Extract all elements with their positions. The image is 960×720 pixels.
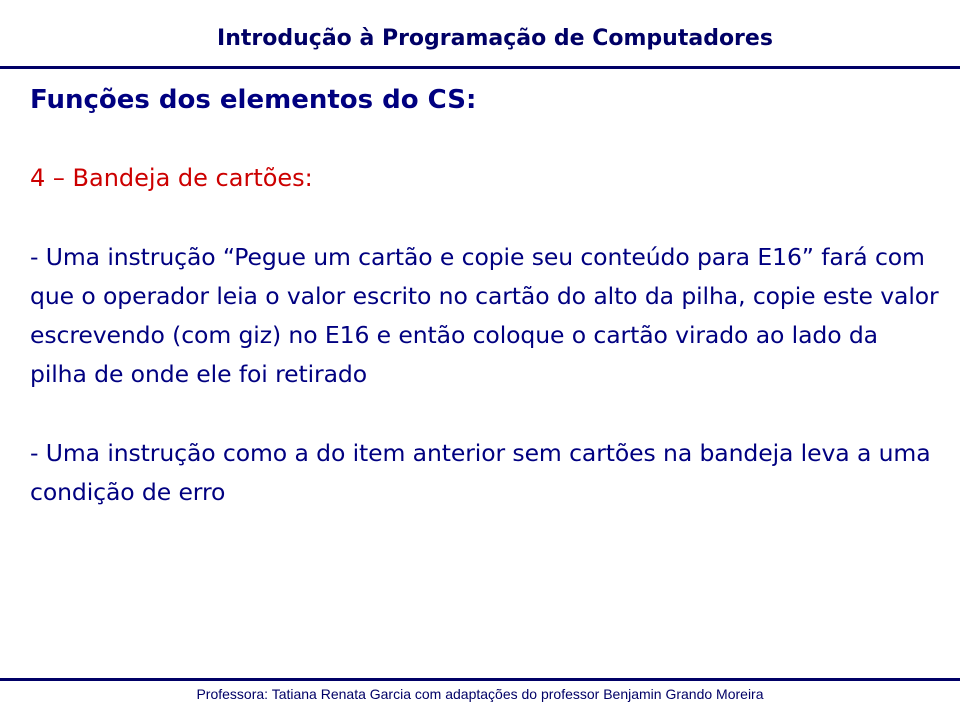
header-divider [0, 66, 960, 69]
footer-credit: Professora: Tatiana Renata Garcia com adaptações do professor Benjamin Grando Moreira [196, 686, 764, 702]
header-title: Introdução à Programação de Computadores [217, 26, 773, 51]
footer-divider [0, 678, 960, 681]
slide-content [30, 80, 940, 512]
paragraph-1: - Uma instrução “Pegue um cartão e copie seu conteúdo para E16” fará com que o operador leia o valor escrito no cartão do alto da pilha, copie este valor escrevendo (com giz) no E16 e então coloque o cartão virado ao lado da pilha de onde ele foi retirado [30, 243, 939, 388]
section-title: Funções dos elementos do CS: [30, 85, 477, 115]
subtitle: 4 – Bandeja de cartões: [30, 164, 313, 192]
paragraph-2: - Uma instrução como a do item anterior sem cartões na bandeja leva a uma condição de erro [30, 439, 931, 506]
